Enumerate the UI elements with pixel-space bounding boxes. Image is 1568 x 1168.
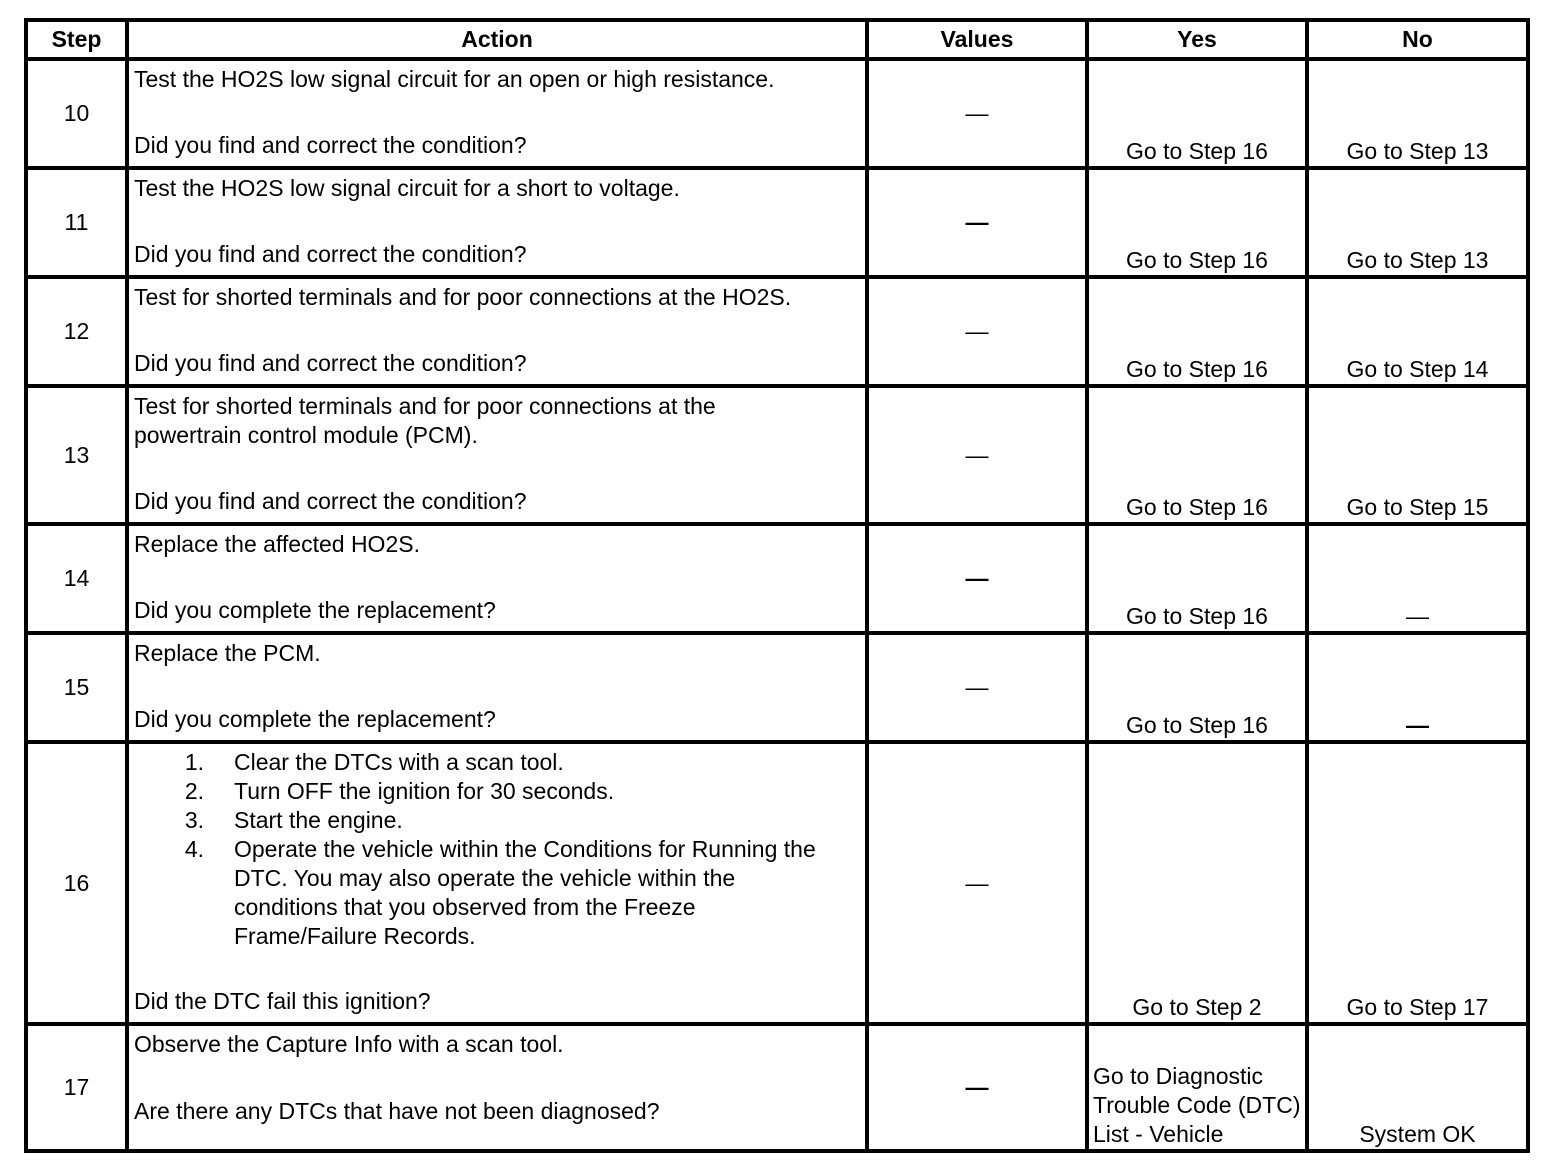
question-text: Did the DTC fail this ignition?	[134, 988, 431, 1014]
list-text: Start the engine.	[234, 807, 403, 833]
no-cell: System OK	[1307, 1024, 1528, 1151]
no-cell: —	[1307, 524, 1528, 633]
values-cell	[867, 1024, 1087, 1151]
question-text: Did you complete the replacement?	[134, 706, 496, 732]
header-action: Action	[127, 20, 867, 59]
no-cell: Go to Step 17	[1307, 742, 1528, 1024]
question-text: Did you find and correct the condition?	[134, 488, 527, 514]
step-number: 17	[26, 1024, 127, 1151]
action-cell	[127, 1024, 867, 1151]
list-number: 4.	[184, 836, 204, 862]
action-text: Observe the Capture Info with a scan tool.	[134, 1031, 564, 1057]
list-item	[134, 777, 861, 806]
yes-cell: Go to Step 16	[1087, 168, 1307, 277]
action-text: Test the HO2S low signal circuit for a short to voltage.	[134, 175, 680, 201]
table-row	[26, 277, 1528, 386]
no-cell	[1307, 633, 1528, 742]
list-item	[134, 835, 861, 951]
values-cell	[867, 168, 1087, 277]
header-values: Values	[867, 20, 1087, 59]
table-row	[26, 742, 1528, 1024]
table-row	[26, 386, 1528, 524]
question-text: Did you find and correct the condition?	[134, 350, 527, 376]
action-cell	[127, 168, 867, 277]
header-yes: Yes	[1087, 20, 1307, 59]
list-number: 1.	[184, 749, 204, 775]
question-text: Are there any DTCs that have not been diagnosed?	[134, 1098, 660, 1124]
action-text: Test for shorted terminals and for poor connections at the HO2S.	[134, 284, 792, 310]
step-number: 11	[26, 168, 127, 277]
action-cell	[127, 742, 867, 1024]
list-number: 3.	[184, 807, 204, 833]
list-item	[134, 748, 861, 777]
header-no: No	[1307, 20, 1528, 59]
diagnostic-table	[24, 18, 1530, 1153]
action-text: Test for shorted terminals and for poor connections at the powertrain control module (PCM).	[134, 393, 716, 448]
step-number: 13	[26, 386, 127, 524]
list-item	[134, 806, 861, 835]
no-cell: Go to Step 13	[1307, 59, 1528, 168]
step-number: 12	[26, 277, 127, 386]
yes-cell: Go to Step 16	[1087, 524, 1307, 633]
step-number: 14	[26, 524, 127, 633]
values-cell	[867, 386, 1087, 524]
question-text: Did you find and correct the condition?	[134, 132, 527, 158]
step-number: 16	[26, 742, 127, 1024]
values-cell	[867, 59, 1087, 168]
list-number: 2.	[184, 778, 204, 804]
dash: —	[965, 441, 989, 468]
action-text: Replace the affected HO2S.	[134, 531, 420, 557]
dash: —	[965, 674, 989, 700]
action-cell	[127, 59, 867, 168]
no-cell: Go to Step 15	[1307, 386, 1528, 524]
dash: —	[965, 209, 989, 235]
no-cell: Go to Step 14	[1307, 277, 1528, 386]
action-cell	[127, 277, 867, 386]
dash: —	[965, 869, 989, 896]
yes-cell: Go to Diagnostic Trouble Code (DTC) List - Vehicle	[1087, 1024, 1307, 1151]
table-row	[26, 59, 1528, 168]
action-text: Test the HO2S low signal circuit for an open or high resistance.	[134, 66, 775, 92]
dash: —	[965, 565, 989, 591]
table-row	[26, 633, 1528, 742]
question-text: Did you complete the replacement?	[134, 597, 496, 623]
action-text: Replace the PCM.	[134, 640, 321, 666]
numbered-steps	[134, 748, 861, 951]
list-text: Operate the vehicle within the Conditions for Running the DTC. You may also operate the vehicle within the conditions that you observed from the Freeze Frame/Failure Records.	[234, 836, 816, 949]
list-text: Turn OFF the ignition for 30 seconds.	[234, 778, 615, 804]
table-row	[26, 524, 1528, 633]
dash: —	[1406, 712, 1429, 738]
values-cell	[867, 633, 1087, 742]
action-cell	[127, 524, 867, 633]
dash: —	[965, 1074, 989, 1100]
table-row	[26, 1024, 1528, 1151]
yes-cell: Go to Step 16	[1087, 59, 1307, 168]
dash: —	[965, 100, 989, 126]
no-cell: Go to Step 13	[1307, 168, 1528, 277]
header-row	[26, 20, 1528, 59]
values-cell	[867, 742, 1087, 1024]
table-row	[26, 168, 1528, 277]
step-number: 15	[26, 633, 127, 742]
yes-cell: Go to Step 2	[1087, 742, 1307, 1024]
question-text: Did you find and correct the condition?	[134, 241, 527, 267]
action-cell	[127, 386, 867, 524]
yes-cell: Go to Step 16	[1087, 277, 1307, 386]
values-cell	[867, 277, 1087, 386]
header-step: Step	[26, 20, 127, 59]
yes-cell: Go to Step 16	[1087, 386, 1307, 524]
action-cell	[127, 633, 867, 742]
step-number: 10	[26, 59, 127, 168]
dash: —	[965, 318, 989, 344]
list-text: Clear the DTCs with a scan tool.	[234, 749, 564, 775]
yes-cell: Go to Step 16	[1087, 633, 1307, 742]
values-cell	[867, 524, 1087, 633]
